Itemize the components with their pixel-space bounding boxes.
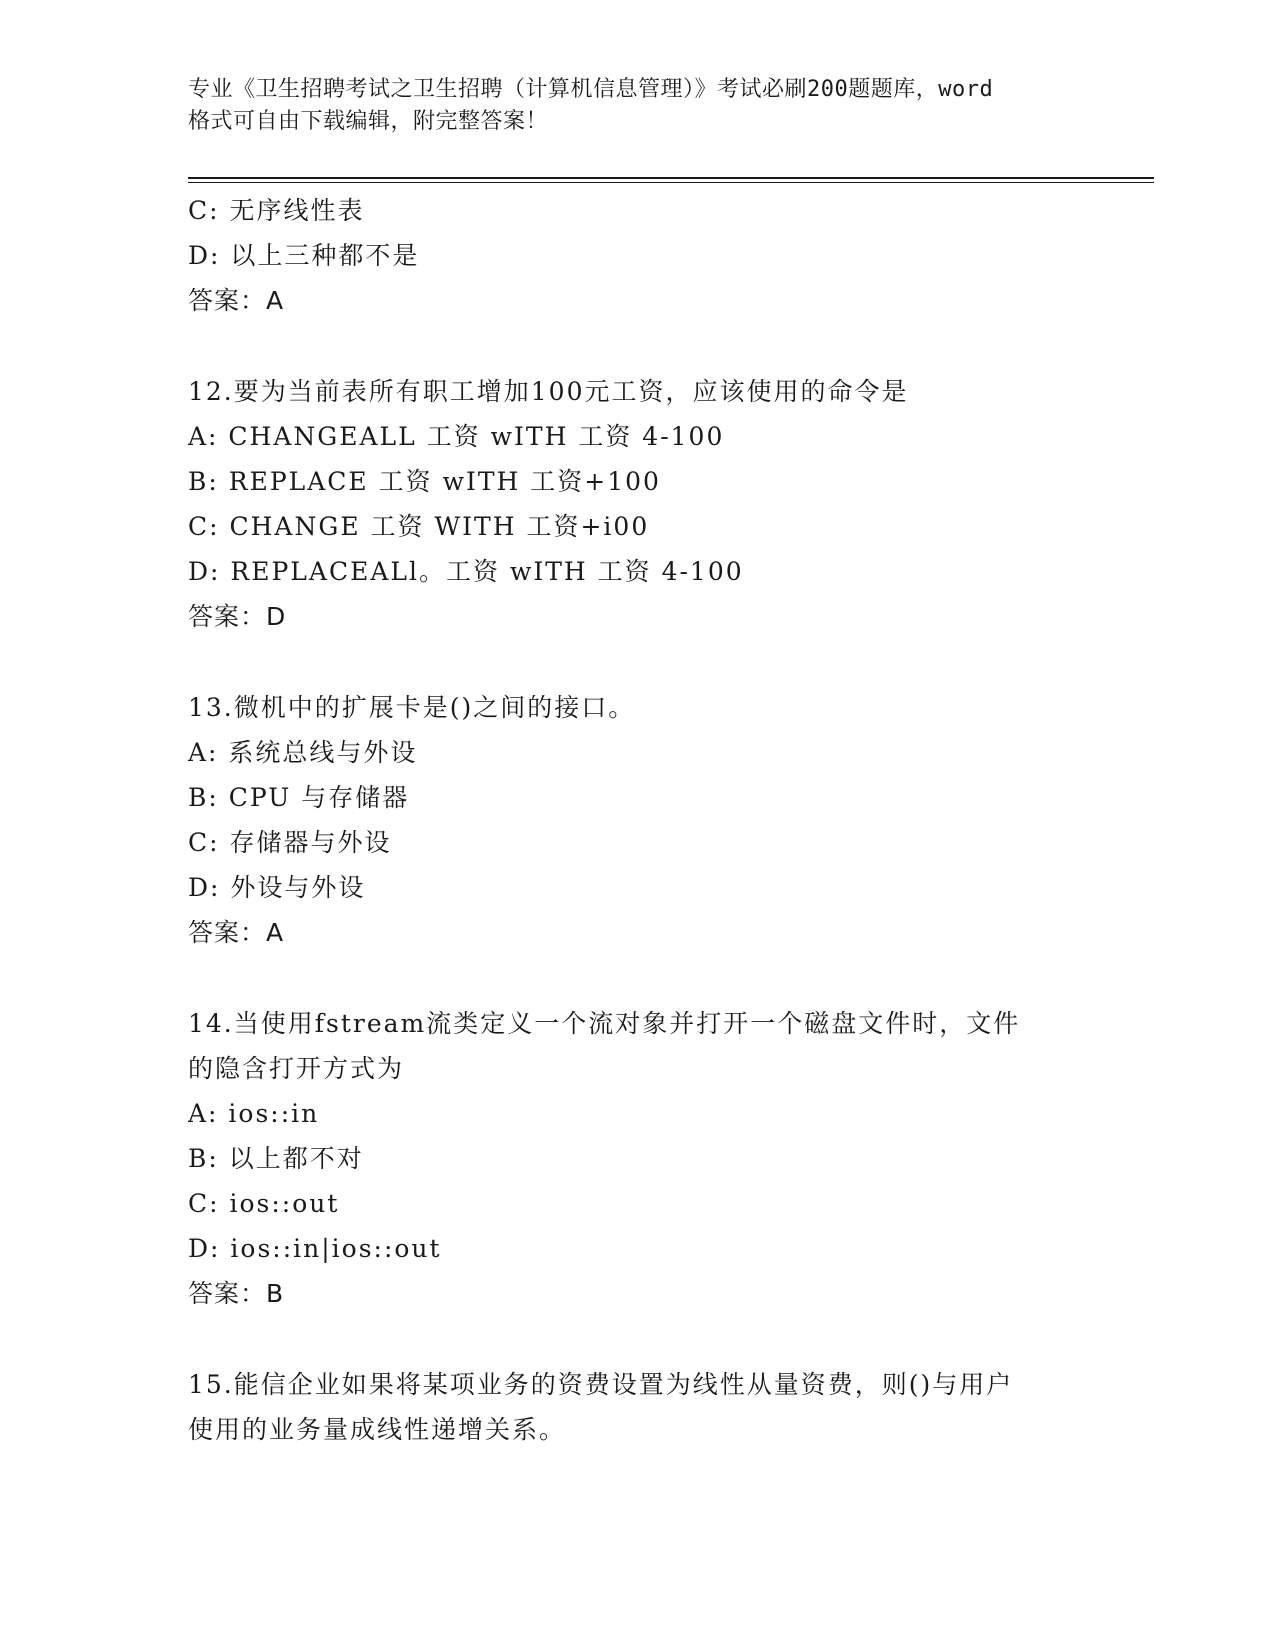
question-stem: 15.能信企业如果将某项业务的资费设置为线性从量资费，则()与用户 使用的业务量成线性递增关系。 [188, 1370, 1014, 1444]
option-d: D: 外设与外设 [188, 873, 366, 902]
document-header: 专业《卫生招聘考试之卫生招聘（计算机信息管理）》考试必刷200题题库，word 格式可自由下载编辑，附完整答案！ [188, 77, 994, 134]
option-d: D: 以上三种都不是 [188, 241, 420, 270]
option-c: C: ios::out [188, 1189, 340, 1218]
option-d: D: REPLACEALl。工资 wITH 工资 4-100 [188, 557, 744, 586]
option-c: C: 存储器与外设 [188, 828, 392, 857]
answer: 答案：B [188, 1279, 285, 1308]
answer: 答案：A [188, 286, 285, 315]
option-b: B: 以上都不对 [188, 1144, 364, 1173]
option-d: D: ios::in|ios::out [188, 1234, 442, 1263]
question-12 [188, 369, 1088, 639]
question-list [188, 188, 1088, 1452]
header-divider-thin [188, 182, 1154, 183]
answer: 答案：D [188, 602, 287, 631]
header-divider [188, 177, 1154, 179]
option-a: A: ios::in [188, 1099, 320, 1128]
question-14 [188, 1001, 1088, 1316]
option-a: A: 系统总线与外设 [188, 738, 418, 767]
question-stem: 13.微机中的扩展卡是()之间的接口。 [188, 693, 636, 722]
option-c: C: CHANGE 工资 WITH 工资+i00 [188, 512, 650, 541]
option-a: A: CHANGEALL 工资 wITH 工资 4-100 [188, 422, 725, 451]
answer: 答案：A [188, 918, 285, 947]
option-b: B: REPLACE 工资 wITH 工资+100 [188, 467, 661, 496]
question-continuation [188, 188, 1088, 323]
option-c: C: 无序线性表 [188, 196, 365, 225]
question-stem: 14.当使用fstream流类定义一个流对象并打开一个磁盘文件时，文件 的隐含打开方式为 [188, 1009, 1021, 1083]
option-b: B: CPU 与存储器 [188, 783, 410, 812]
question-stem: 12.要为当前表所有职工增加100元工资，应该使用的命令是 [188, 377, 909, 406]
question-15 [188, 1362, 1088, 1452]
question-13 [188, 685, 1088, 955]
